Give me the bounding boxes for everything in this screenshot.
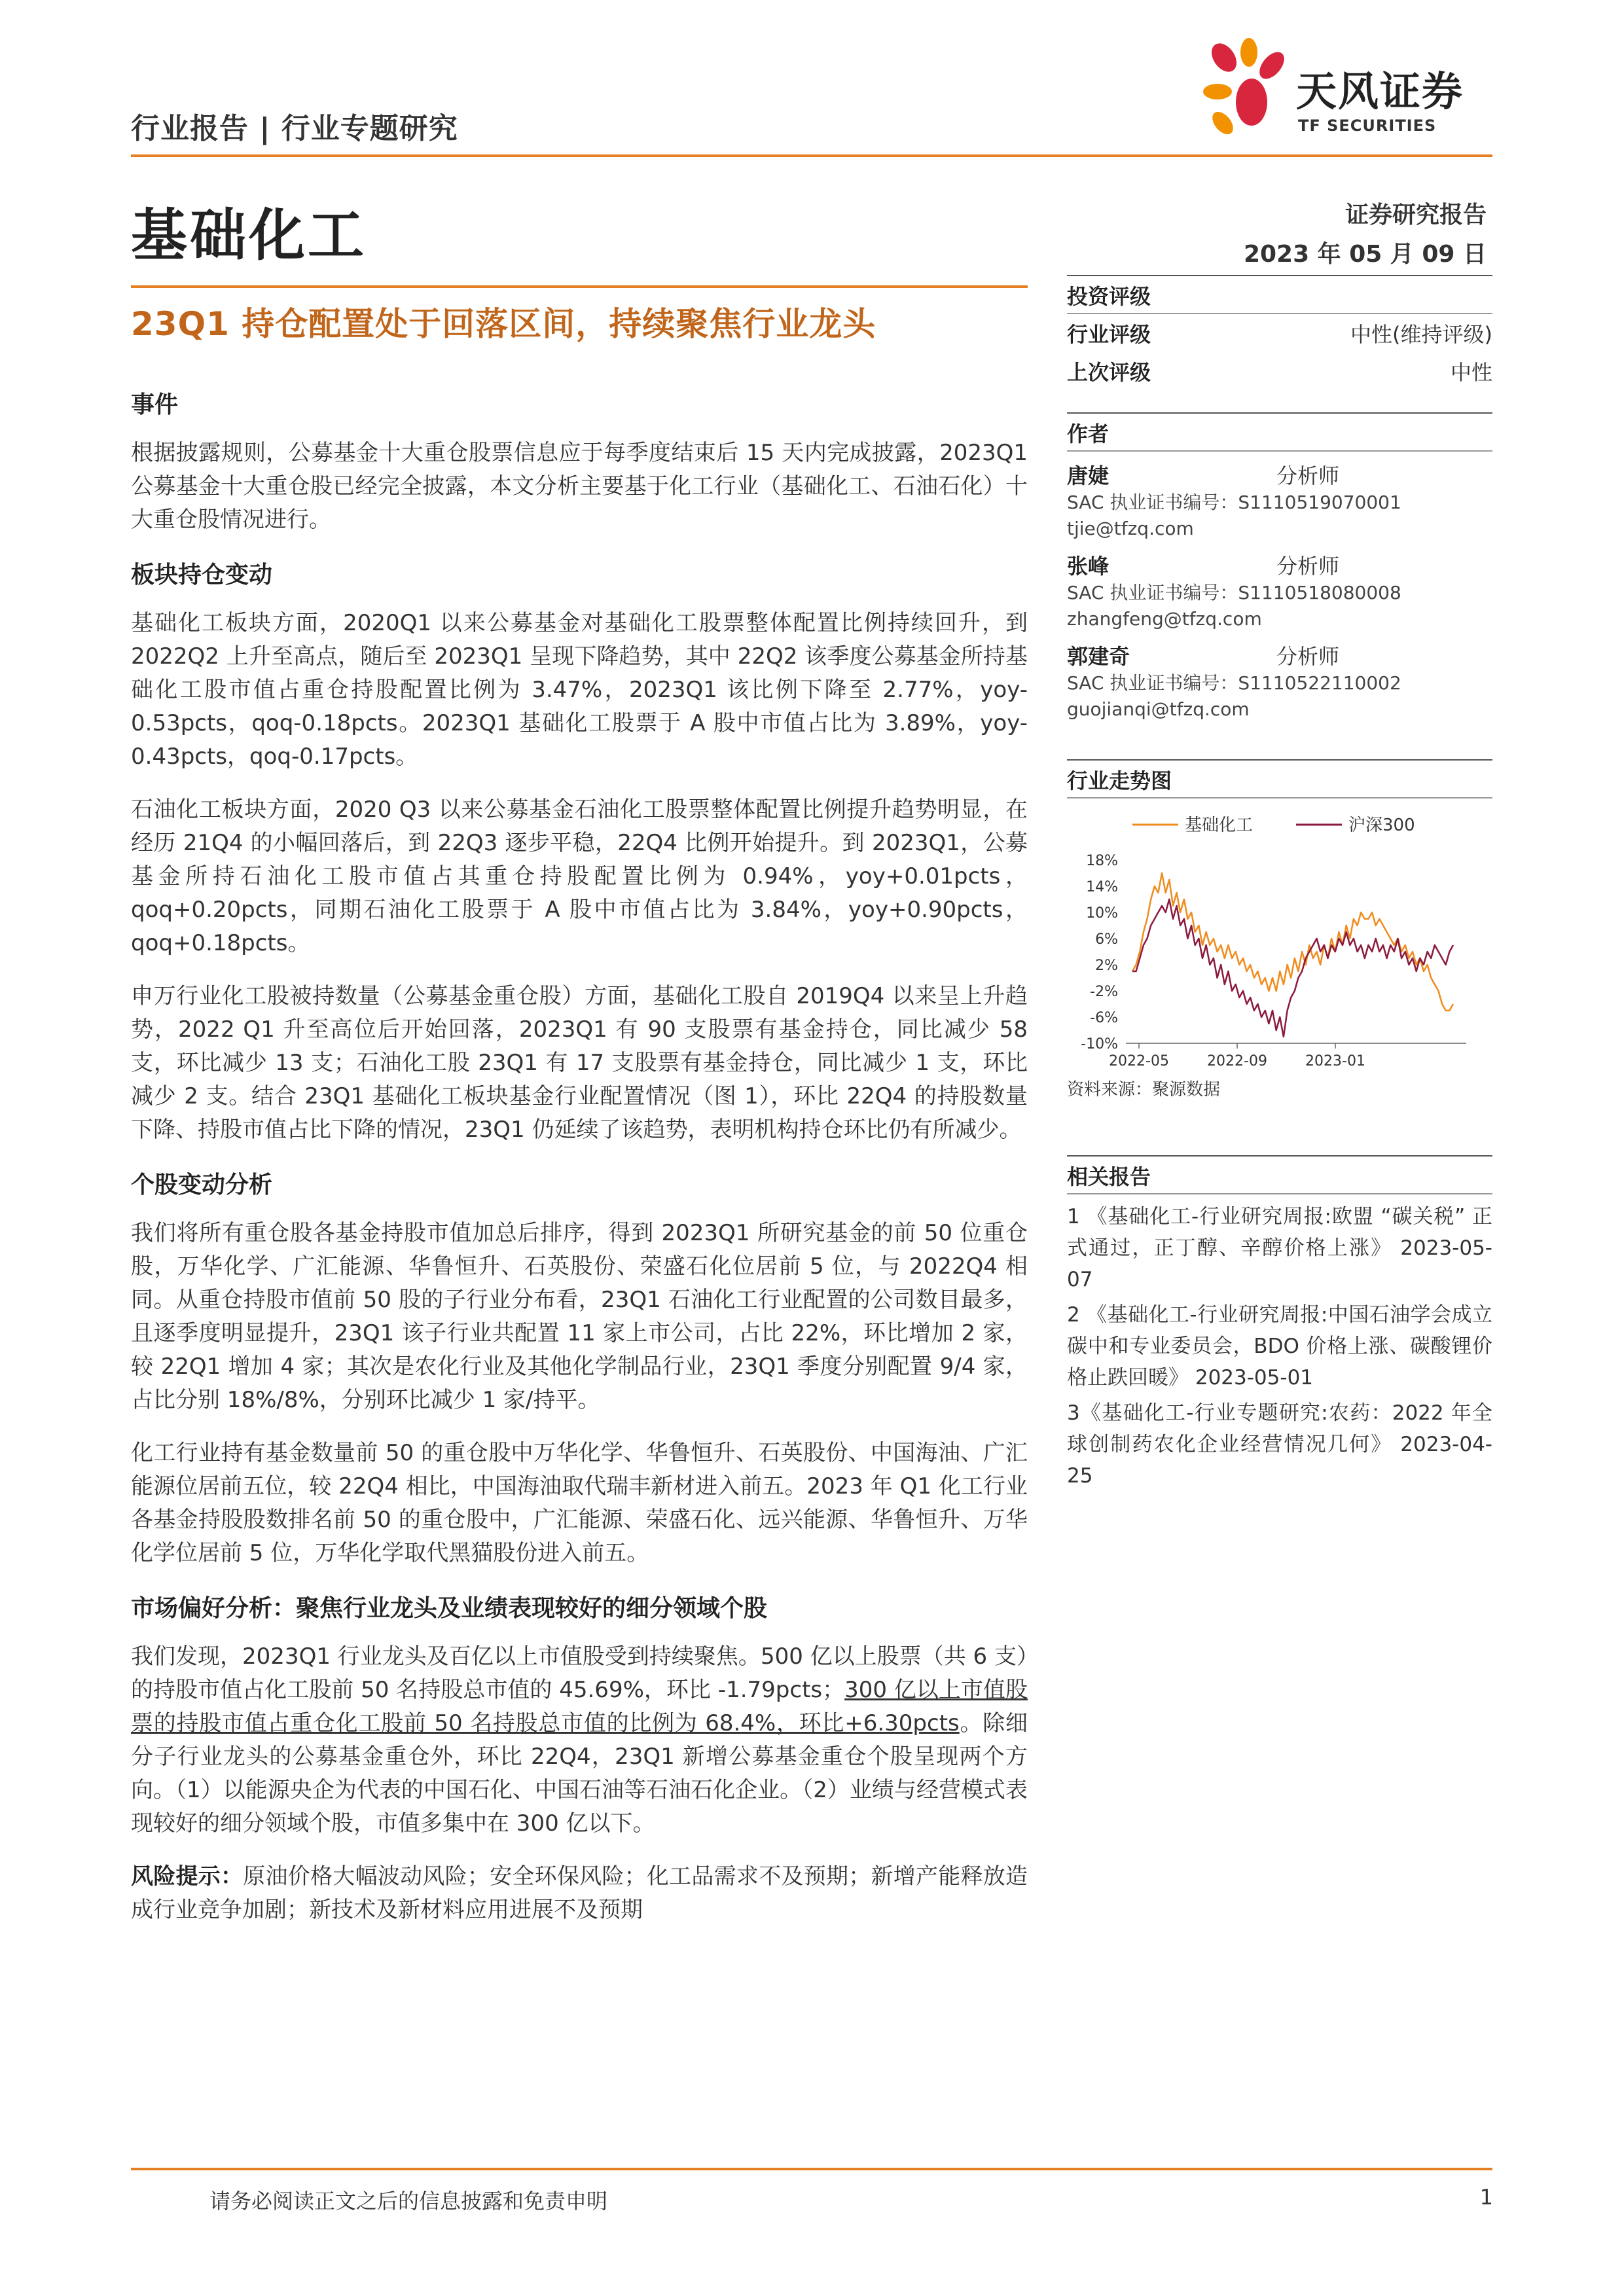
paragraph-sector-1: 基础化工板块方面，2020Q1 以来公募基金对基础化工股票整体配置比例持续回升，到 2022Q2 上升至高点，随后至 2023Q1 呈现下降趋势，其中 22Q2 该季度公募基金所持基础化工股市值占重仓持股配置比例为 3.47%，2023Q1 该比例下降至 2.77%，yoy-0.53pcts，qoq-0.18pcts。2023Q1 基础化工股票于 A 股中市值占比为 3.89%，yoy-0.43pcts，qoq-0.17pcts。 [131, 610, 1028, 770]
paragraph-sector-3: 申万行业化工股被持数量（公募基金重仓股）方面，基础化工股自 2019Q4 以来呈上升趋势，2022 Q1 升至高位后开始回落，2023Q1 有 90 支股票有基金持仓，同比减少 58 支，环比减少 13 支；石油化工股 23Q1 有 17 支股票有基金持仓，同比减少 1 支，环比减少 2 支。结合 23Q1 基础化工板块基金行业配置情况（图 1），环比 22Q4 的持股数量下降、持股市值占比下降的情况，23Q1 仍延续了该趋势，表明机构持仓环比仍有所减少。 [131, 983, 1028, 1143]
header-rule [131, 154, 1492, 157]
author-entry [1067, 459, 1492, 542]
section-heading-market: 市场偏好分析：聚焦行业龙头及业绩表现较好的细分领域个股 [131, 1595, 768, 1622]
paragraph-market [131, 1640, 1028, 1840]
industry-trend-chart [1067, 808, 1492, 1069]
main-column [131, 386, 1028, 1946]
author-role: 分析师 [1276, 644, 1340, 669]
author-name: 张峰 [1067, 554, 1110, 579]
related-report-item[interactable]: 3《基础化工-行业专题研究:农药：2022 年全球创制药农化企业经营情况几何》 2023-04-25 [1067, 1401, 1492, 1488]
chart-source: 资料来源：聚源数据 [1067, 1080, 1221, 1100]
x-tick-label: 2023-01 [1305, 1053, 1365, 1069]
author-sub-rule [1067, 450, 1492, 452]
author-entry [1067, 640, 1492, 723]
y-tick-label: 14% [1086, 879, 1118, 895]
footer-rule [131, 2168, 1492, 2170]
author-email[interactable]: zhangfeng@tfzq.com [1067, 608, 1262, 630]
section-heading-sector: 板块持仓变动 [131, 562, 273, 588]
page-number: 1 [1479, 2185, 1493, 2210]
related-report-item[interactable]: 2 《基础化工-行业研究周报:中国石油学会成立碳中和专业委员会，BDO 价格上涨、碳酸锂价格止跌回暖》 2023-05-01 [1067, 1303, 1492, 1390]
paragraph-stock-2: 化工行业持有基金数量前 50 的重仓股中万华化学、华鲁恒升、石英股份、中国海油、广汇能源位居前五位，较 22Q4 相比，中国海油取代瑞丰新材进入前五。2023 年 Q1 化工行业各基金持股股数排名前 50 的重仓股中，广汇能源、荣盛石化、远兴能源、华鲁恒升、万华化学位居前 5 位，万华化学取代黑猫股份进入前五。 [131, 1440, 1028, 1566]
rating-value: 中性(维持评级) [1350, 322, 1492, 347]
author-email[interactable]: guojianqi@tfzq.com [1067, 698, 1250, 720]
market-text-underlined: 300 亿以上市值股票的持股市值占重仓化工股前 50 名持股总市值的比例为 68.4%，环比+6.30pcts [131, 1677, 1028, 1736]
related-sub-rule [1067, 1193, 1492, 1194]
related-heading: 相关报告 [1067, 1164, 1151, 1189]
related-report-item[interactable]: 1 《基础化工-行业研究周报:欧盟 “碳关税” 正式通过，正丁醇、辛醇价格上涨》 2023-05-07 [1067, 1205, 1492, 1291]
author-entry [1067, 550, 1492, 632]
author-sac: SAC 执业证书编号：S1110518080008 [1067, 582, 1401, 603]
chart-block [1067, 759, 1492, 1100]
risk-label: 风险提示： [131, 1863, 244, 1890]
related-rule [1067, 1155, 1492, 1157]
author-heading: 作者 [1067, 422, 1110, 446]
title-rule [131, 285, 1028, 288]
side-column [1067, 275, 1492, 390]
rating-heading: 投资评级 [1067, 284, 1151, 309]
tf-logo-icon [1198, 38, 1296, 149]
risk-text: 原油价格大幅波动风险；安全环保风险；化工品需求不及预期；新增产能释放造成行业竞争加剧；新技术及新材料应用进展不及预期 [131, 1863, 1028, 1923]
document-type: 行业报告 | 行业专题研究 [131, 112, 458, 145]
author-sac: SAC 执业证书编号：S1110522110002 [1067, 672, 1401, 694]
author-rule [1067, 412, 1492, 414]
logo-text-cn: 天风证券 [1296, 67, 1464, 115]
y-tick-label: 18% [1086, 853, 1118, 869]
section-heading-stock: 个股变动分析 [131, 1172, 273, 1198]
prev-rating-row [1067, 352, 1492, 390]
rating-label: 行业评级 [1067, 322, 1151, 347]
related-block [1067, 1155, 1492, 1492]
y-tick-label: -6% [1090, 1010, 1118, 1026]
author-role: 分析师 [1276, 463, 1340, 488]
paragraph-stock-1: 我们将所有重仓股各基金持股市值加总后排序，得到 2023Q1 所研究基金的前 50 位重仓股，万华化学、广汇能源、华鲁恒升、石英股份、荣盛石化位居前 5 位，与 2022Q4 相同。从重仓持股市值前 50 股的子行业分布看，23Q1 石油化工行业配置的公司数目最多，且逐季度明显提升，23Q1 该子行业共配置 11 家上市公司，占比 22%，环比增加 2 家，较 22Q1 增加 4 家；其次是农化行业及其他化学制品行业，23Q1 季度分别配置 9/4 家，占比分别 18%/8%，分别环比减少 1 家/持平。 [131, 1220, 1028, 1413]
market-text-a: 我们发现，2023Q1 行业龙头及百亿以上市值股受到持续聚焦。500 亿以上股票（共 6 支）的持股市值占化工股前 50 名持股总市值的 45.69%，环比 -1.79pcts； [131, 1643, 1028, 1703]
disclaimer-note: 请务必阅读正文之后的信息披露和免责申明 [209, 2189, 608, 2214]
chart-sub-rule [1067, 797, 1492, 798]
section-heading-event: 事件 [131, 391, 179, 418]
author-name: 唐婕 [1067, 463, 1110, 488]
market-text-c: 。除细分子行业龙头的公募基金重仓外，环比 22Q4，23Q1 新增公募基金重仓个股呈现两个方向。（1）以能源央企为代表的中国石化、中国石油等石油石化企业。（2）业绩与经营模式表现较好的细分领域个股，市值多集中在 300 亿以下。 [131, 1710, 1028, 1837]
paragraph-event: 根据披露规则，公募基金十大重仓股票信息应于每季度结束后 15 天内完成披露，2023Q1 公募基金十大重仓股已经完全披露，本文分析主要基于化工行业（基础化工、石油石化）十大重仓股情况进行。 [131, 440, 1028, 533]
report-date: 2023 年 05 月 09 日 [1243, 241, 1487, 268]
y-tick-label: 6% [1095, 931, 1118, 948]
industry-name: 基础化工 [131, 203, 367, 268]
prev-rating-label: 上次评级 [1067, 360, 1151, 385]
y-tick-label: -10% [1081, 1036, 1118, 1052]
x-tick-label: 2022-05 [1109, 1053, 1169, 1069]
chart-heading: 行业走势图 [1067, 768, 1172, 793]
y-tick-label: 10% [1086, 905, 1118, 922]
author-role: 分析师 [1276, 554, 1340, 579]
author-sac: SAC 执业证书编号：S1110519070001 [1067, 492, 1401, 513]
chart-rule [1067, 759, 1492, 761]
report-type: 证券研究报告 [1344, 202, 1487, 228]
legend-label: 基础化工 [1185, 816, 1254, 835]
y-tick-label: -2% [1090, 984, 1118, 1000]
rating-row [1067, 314, 1492, 352]
paragraph-sector-2: 石油化工板块方面，2020 Q3 以来公募基金石油化工股票整体配置比例提升趋势明显，在经历 21Q4 的小幅回落后，到 22Q3 逐步平稳，22Q4 比例开始提升。到 2023Q1，公募基金所持石油化工股市值占其重仓持股配置比例为 0.94%，yoy+0.01pcts，qoq+0.20pcts，同期石油化工股票于 A 股中市值占比为 3.84%，yoy+0.90pcts，qoq+0.18pcts。 [131, 797, 1028, 956]
x-tick-label: 2022-09 [1207, 1053, 1267, 1069]
prev-rating-value: 中性 [1450, 360, 1492, 385]
y-tick-label: 2% [1095, 958, 1118, 974]
author-email[interactable]: tjie@tfzq.com [1067, 518, 1194, 539]
logo-text-en: TF SECURITIES [1298, 117, 1437, 135]
rating-rule [1067, 275, 1492, 276]
series-line [1132, 873, 1453, 1011]
report-title: 23Q1 持仓配置处于回落区间，持续聚焦行业龙头 [131, 305, 876, 343]
author-block [1067, 412, 1492, 723]
legend-label: 沪深300 [1348, 816, 1415, 835]
paragraph-risk [131, 1860, 1028, 1927]
author-name: 郭建奇 [1067, 644, 1130, 669]
